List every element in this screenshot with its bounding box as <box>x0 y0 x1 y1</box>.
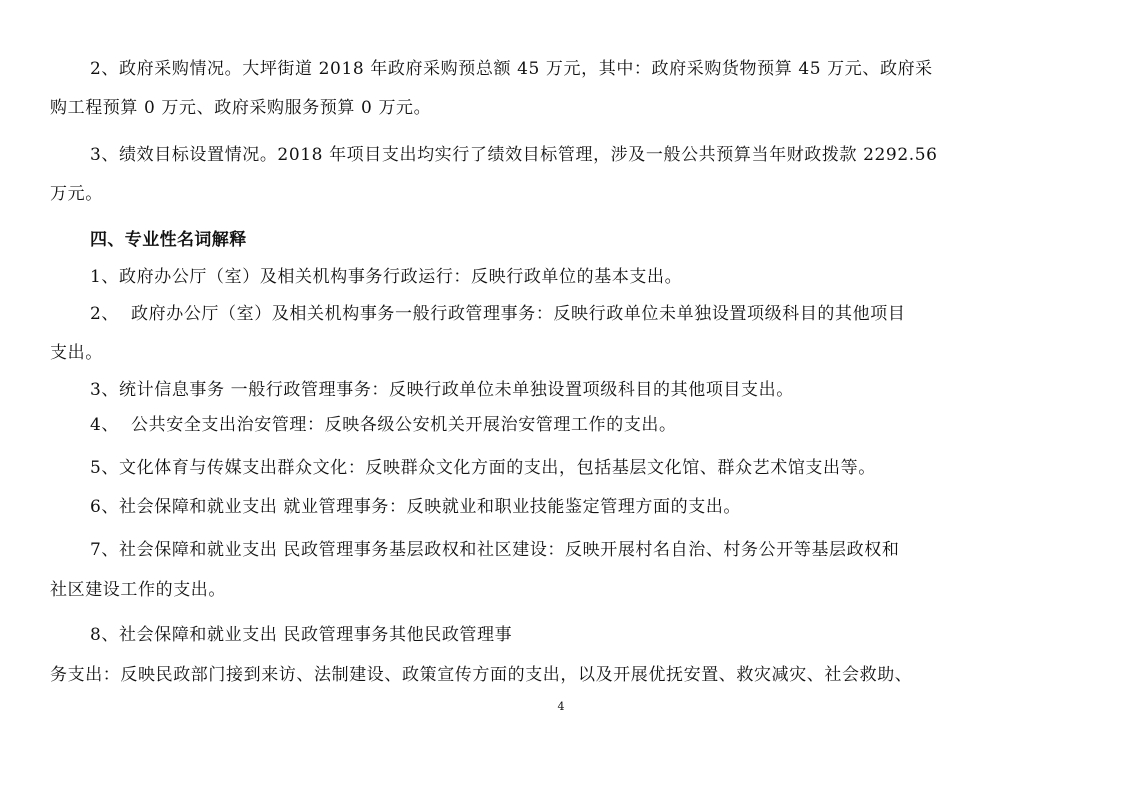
term-line-1: 1、政府办公厅（室）及相关机构事务行政运行：反映行政单位的基本支出。 <box>90 267 683 287</box>
term-line-4: 4、 公共安全支出治安管理：反映各级公安机关开展治安管理工作的支出。 <box>90 415 677 435</box>
paragraph-line-performance-1: 3、绩效目标设置情况。2018 年项目支出均实行了绩效目标管理，涉及一般公共预算当年财政拨款 2292.56 <box>90 145 938 165</box>
paragraph-line-procurement-1: 2、政府采购情况。大坪街道 2018 年政府采购预总额 45 万元，其中：政府采购货物预算 45 万元、政府采 <box>90 59 933 79</box>
term-line-8b: 务支出：反映民政部门接到来访、法制建设、政策宣传方面的支出，以及开展优抚安置、救灾减灾、社会救助、 <box>50 665 913 685</box>
term-line-3: 3、统计信息事务 一般行政管理事务：反映行政单位未单独设置项级科目的其他项目支出。 <box>90 380 794 400</box>
paragraph-line-performance-2: 万元。 <box>50 184 103 204</box>
section-heading-terms: 四、专业性名词解释 <box>90 230 247 250</box>
page-number: 4 <box>557 700 565 713</box>
term-line-5: 5、文化体育与传媒支出群众文化：反映群众文化方面的支出，包括基层文化馆、群众艺术馆支出等。 <box>90 458 876 478</box>
term-line-7b: 社区建设工作的支出。 <box>50 580 226 600</box>
term-line-2b: 支出。 <box>50 343 103 363</box>
term-line-8a: 8、社会保障和就业支出 民政管理事务其他民政管理事 <box>90 625 513 645</box>
term-line-2a: 2、 政府办公厅（室）及相关机构事务一般行政管理事务：反映行政单位未单独设置项级科目的其他项目 <box>90 304 906 324</box>
term-line-6: 6、社会保障和就业支出 就业管理事务：反映就业和职业技能鉴定管理方面的支出。 <box>90 497 742 517</box>
term-line-7a: 7、社会保障和就业支出 民政管理事务基层政权和社区建设：反映开展村名自治、村务公开等基层政权和 <box>90 540 900 560</box>
paragraph-line-procurement-2: 购工程预算 0 万元、政府采购服务预算 0 万元。 <box>50 98 432 118</box>
